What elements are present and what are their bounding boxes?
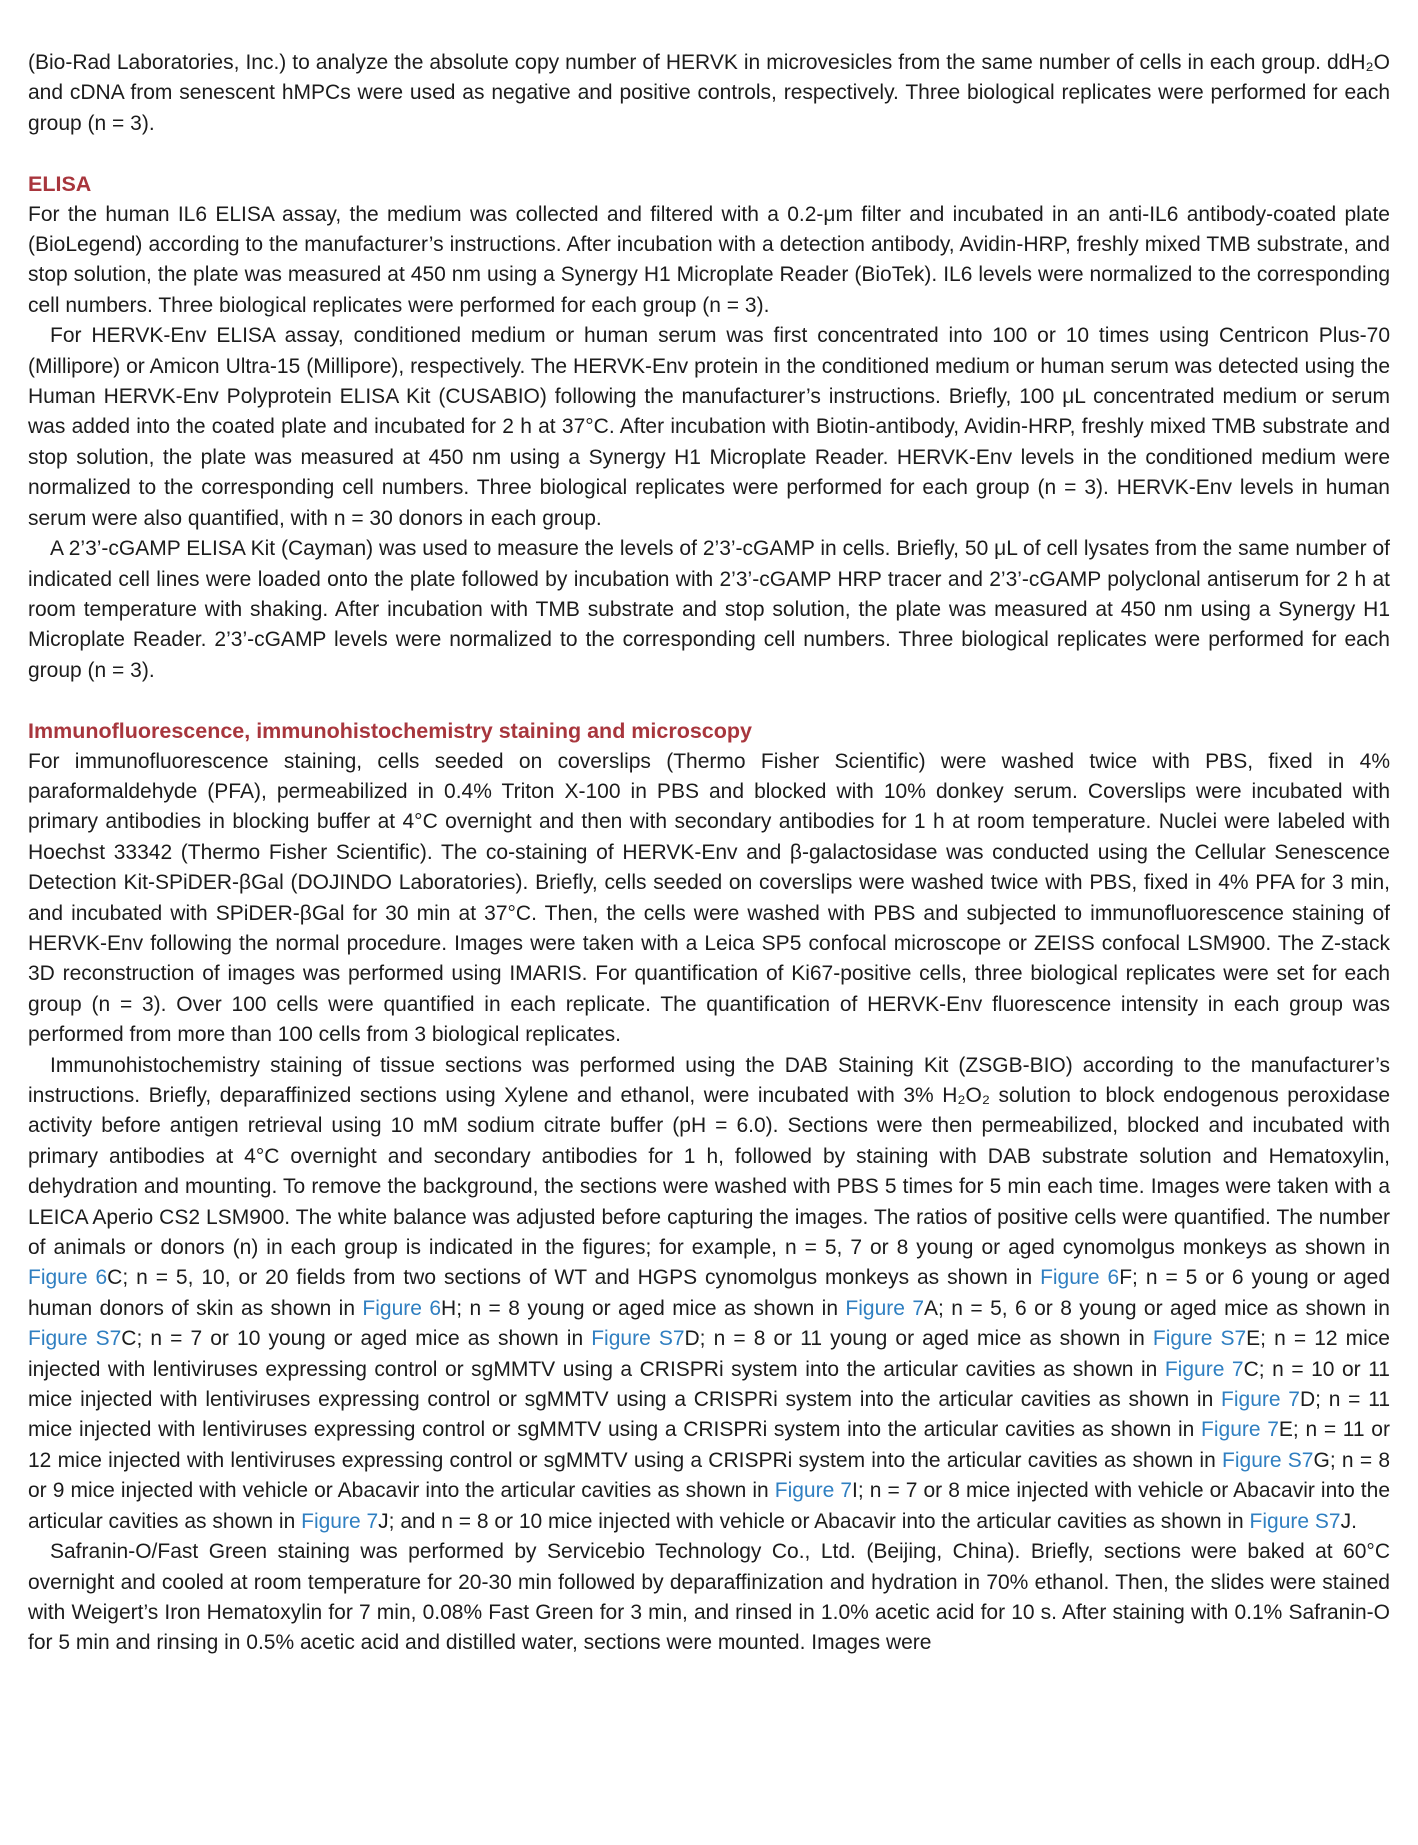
figure-link[interactable]: Figure 6 bbox=[1040, 1266, 1120, 1290]
figure-link[interactable]: Figure S7 bbox=[1249, 1509, 1341, 1533]
figure-link[interactable]: Figure 7 bbox=[1201, 1418, 1279, 1442]
paragraph-text: D; n = 8 or 11 young or aged mice as shown in bbox=[684, 1327, 1153, 1351]
figure-link[interactable]: Figure 7 bbox=[1164, 1357, 1244, 1381]
elisa-paragraph-2: For HERVK-Env ELISA assay, conditioned medium or human serum was first concentrated into 100 or 10 times using Centricon Plus-70 (Millipore) or Amicon Ultra-15 (Millipore), respectively. The HERVK-Env protein in the conditioned medium or human serum was detected using the Human HERVK-Env Polyprotein ELISA Kit (CUSABIO) following the manufacturer’s instructions. Briefly, 100 μL concentrated medium or serum was added into the coated plate and incubated for 2 h at 37°C. After incubation with Biotin-antibody, Avidin-HRP, freshly mixed TMB substrate and stop solution, the plate was measured at 450 nm using a Synergy H1 Microplate Reader. HERVK-Env levels in the conditioned medium were normalized to the corresponding cell numbers. Three biological replicates were performed for each group (n = 3). HERVK-Env levels in human serum were also quantified, with n = 30 donors in each group. bbox=[28, 324, 1390, 530]
paragraph-text: I; n = 7 or 8 mice injected with vehicle or Abacavir into the articular cavities as shown in bbox=[28, 1479, 1391, 1533]
immuno-heading: Immunofluorescence, immunohistochemistry staining and microscopy bbox=[28, 719, 752, 744]
elisa-heading: ELISA bbox=[28, 172, 92, 197]
figure-link[interactable]: Figure 7 bbox=[1221, 1388, 1300, 1412]
figure-link[interactable]: Figure 6 bbox=[28, 1266, 108, 1290]
figure-link[interactable]: Figure 7 bbox=[301, 1509, 379, 1533]
figure-link[interactable]: Figure S7 bbox=[1222, 1448, 1314, 1472]
paragraph-text: E; n = 11 or 12 mice injected with lentiviruses expressing control or sgMMTV using a CRISPRi system into the articular cavities as shown in bbox=[28, 1418, 1390, 1472]
intro-paragraph: (Bio-Rad Laboratories, Inc.) to analyze the absolute copy number of HERVK in microvesicles from the same number of cells in each group. ddH₂O and cDNA from senescent hMPCs were used as negative and positive controls, respectively. Three biological replicates were performed for each group (n = 3). bbox=[28, 51, 1390, 135]
paragraph-text: D; n = 11 mice injected with lentiviruses expressing control or sgMMTV using a CRISPRi system into the articular cavities as shown in bbox=[28, 1388, 1390, 1442]
paragraph-text: F; n = 5 or 6 young or aged human donors of skin as shown in bbox=[28, 1266, 1390, 1320]
immuno-paragraph-1: For immunofluorescence staining, cells seeded on coverslips (Thermo Fisher Scientific) were washed twice with PBS, fixed in 4% paraformaldehyde (PFA), permeabilized in 0.4% Triton X-100 in PBS and blocked with 10% donkey serum. Coverslips were incubated with primary antibodies in blocking buffer at 4°C overnight and then with secondary antibodies for 1 h at room temperature. Nuclei were labeled with Hoechst 33342 (Thermo Fisher Scientific). The co-staining of HERVK-Env and β-galactosidase was conducted using the Cellular Senescence Detection Kit-SPiDER-βGal (DOJINDO Laboratories). Briefly, cells seeded on coverslips were washed twice with PBS, fixed in 4% PFA for 3 min, and incubated with SPiDER-βGal for 30 min at 37°C. Then, the cells were washed with PBS and subjected to immunofluorescence staining of HERVK-Env following the normal procedure. Images were taken with a Leica SP5 confocal microscope or ZEISS confocal LSM900. The Z-stack 3D reconstruction of images was performed using IMARIS. For quantification of Ki67-positive cells, three biological replicates were set for each group (n = 3). Over 100 cells were quantified in each replicate. The quantification of HERVK-Env fluorescence intensity in each group was performed from more than 100 cells from 3 biological replicates. bbox=[28, 749, 1390, 1047]
paragraph-text: J. bbox=[1340, 1509, 1357, 1533]
paragraph-text: J; and n = 8 or 10 mice injected with vehicle or Abacavir into the articular cavities as shown in bbox=[378, 1509, 1250, 1533]
paragraph-text: Immunohistochemistry staining of tissue sections was performed using the DAB Staining Kit (ZSGB-BIO) according to the manufacturer’s instructions. Briefly, deparaffinized sections using Xylene and ethanol, were incubated with 3% H₂O₂ solution to block endogenous peroxidase activity before antigen retrieval using 10 mM sodium citrate buffer (pH = 6.0). Sections were then permeabilized, blocked and incubated with primary antibodies at 4°C overnight and secondary antibodies for 1 h, followed by staining with DAB substrate solution and Hematoxylin, dehydration and mounting. To remove the background, the sections were washed with PBS 5 times for 5 min each time. Images were taken with a LEICA Aperio CS2 LSM900. The white balance was adjusted before capturing the images. The ratios of positive cells were quantified. The number of animals or donors (n) in each group is indicated in the figures; for example, n = 5, 7 or 8 young or aged cynomolgus monkeys as shown in bbox=[28, 1053, 1390, 1260]
paragraph-text: H; n = 8 young or aged mice as shown in bbox=[441, 1296, 846, 1320]
figure-link[interactable]: Figure 7 bbox=[845, 1296, 925, 1320]
paragraph-text: C; n = 5, 10, or 20 fields from two sections of WT and HGPS cynomolgus monkeys as shown in bbox=[107, 1266, 1041, 1290]
paragraph-text: G; n = 8 or 9 mice injected with vehicle or Abacavir into the articular cavities as shown in bbox=[28, 1448, 1391, 1503]
document-page bbox=[28, 48, 1390, 1659]
immuno-paragraph-2 bbox=[28, 1051, 1390, 1538]
elisa-paragraph-3: A 2’3’-cGAMP ELISA Kit (Cayman) was used to measure the levels of 2’3’-cGAMP in cells. Briefly, 50 μL of cell lysates from the same number of indicated cell lines were loaded onto the plate followed by incubation with 2’3’-cGAMP HRP tracer and 2’3’-cGAMP polyclonal antiserum for 2 h at room temperature with shaking. After incubation with TMB substrate and stop solution, the plate was measured at 450 nm using a Synergy H1 Microplate Reader. 2’3’-cGAMP levels were normalized to the corresponding cell numbers. Three biological replicates were performed for each group (n = 3). bbox=[28, 537, 1390, 682]
figure-link[interactable]: Figure 7 bbox=[774, 1479, 853, 1503]
figure-link[interactable]: Figure S7 bbox=[1152, 1327, 1247, 1351]
figure-link[interactable]: Figure S7 bbox=[591, 1327, 685, 1351]
figure-link[interactable]: Figure S7 bbox=[28, 1327, 122, 1351]
paragraph-text: E; n = 12 mice injected with lentiviruses expressing control or sgMMTV using a CRISPRi system into the articular cavities as shown in bbox=[28, 1327, 1390, 1381]
paragraph-text: A; n = 5, 6 or 8 young or aged mice as shown in bbox=[924, 1296, 1390, 1320]
paragraph-text: C; n = 7 or 10 young or aged mice as shown in bbox=[121, 1327, 592, 1351]
paragraph-text: C; n = 10 or 11 mice injected with lentiviruses expressing control or sgMMTV using a CRISPRi system into the articular cavities as shown in bbox=[28, 1357, 1390, 1412]
figure-link[interactable]: Figure 6 bbox=[362, 1296, 442, 1320]
elisa-paragraph-1: For the human IL6 ELISA assay, the medium was collected and filtered with a 0.2-μm filter and incubated in an anti-IL6 antibody-coated plate (BioLegend) according to the manufacturer’s instructions. After incubation with a detection antibody, Avidin-HRP, freshly mixed TMB substrate, and stop solution, the plate was measured at 450 nm using a Synergy H1 Microplate Reader (BioTek). IL6 levels were normalized to the corresponding cell numbers. Three biological replicates were performed for each group (n = 3). bbox=[28, 202, 1390, 317]
immuno-paragraph-3: Safranin-O/Fast Green staining was performed by Servicebio Technology Co., Ltd. (Beijing, China). Briefly, sections were baked at 60°C overnight and cooled at room temperature for 20-30 min followed by deparaffinization and hydration in 70% ethanol. Then, the slides were stained with Weigert’s Iron Hematoxylin for 7 min, 0.08% Fast Green for 3 min, and rinsed in 1.0% acetic acid for 10 s. After staining with 0.1% Safranin-O for 5 min and rinsing in 0.5% acetic acid and distilled water, sections were mounted. Images were bbox=[28, 1540, 1390, 1655]
